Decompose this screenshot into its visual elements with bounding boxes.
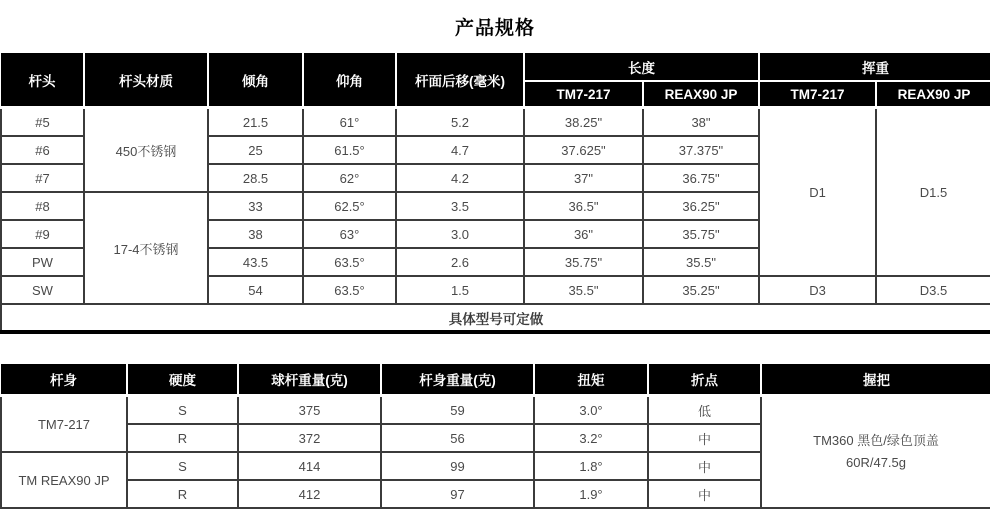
offset-cell: 5.2 bbox=[396, 108, 524, 137]
club-weight-cell: 375 bbox=[238, 396, 381, 425]
col-header-sw-reax: REAX90 JP bbox=[876, 81, 990, 108]
grip-size-text: 60R/47.5g bbox=[846, 455, 906, 470]
loft-cell: 33 bbox=[208, 192, 303, 220]
lie-cell: 61° bbox=[303, 108, 396, 137]
kick-point-cell: 中 bbox=[648, 424, 761, 452]
offset-cell: 3.5 bbox=[396, 192, 524, 220]
shaft-header-row bbox=[1, 364, 990, 396]
offset-cell: 2.6 bbox=[396, 248, 524, 276]
length-tm7-cell: 38.25" bbox=[524, 108, 643, 137]
length-tm7-cell: 37.625" bbox=[524, 136, 643, 164]
footer-note-row bbox=[1, 304, 990, 332]
torque-cell: 3.0° bbox=[534, 396, 648, 425]
length-tm7-cell: 36.5" bbox=[524, 192, 643, 220]
custom-order-note: 具体型号可定做 bbox=[1, 304, 990, 332]
lie-cell: 63.5° bbox=[303, 276, 396, 304]
length-reax-cell: 38" bbox=[643, 108, 759, 137]
length-tm7-cell: 35.75" bbox=[524, 248, 643, 276]
lie-cell: 63° bbox=[303, 220, 396, 248]
torque-cell: 1.9° bbox=[534, 480, 648, 508]
col-header-flex: 硬度 bbox=[127, 364, 238, 396]
col-header-club-head: 杆头 bbox=[1, 53, 84, 108]
flex-cell: S bbox=[127, 452, 238, 480]
material-cell-lower: 17-4不锈钢 bbox=[84, 192, 208, 304]
col-header-lie: 仰角 bbox=[303, 53, 396, 108]
torque-cell: 1.8° bbox=[534, 452, 648, 480]
loft-cell: 21.5 bbox=[208, 108, 303, 137]
flex-cell: S bbox=[127, 396, 238, 425]
col-header-length-tm7: TM7-217 bbox=[524, 81, 643, 108]
col-header-loft: 倾角 bbox=[208, 53, 303, 108]
swing-weight-reax-sw-cell: D3.5 bbox=[876, 276, 990, 304]
offset-cell: 3.0 bbox=[396, 220, 524, 248]
kick-point-cell: 中 bbox=[648, 452, 761, 480]
loft-cell: 43.5 bbox=[208, 248, 303, 276]
kick-point-cell: 低 bbox=[648, 396, 761, 425]
offset-cell: 1.5 bbox=[396, 276, 524, 304]
offset-cell: 4.7 bbox=[396, 136, 524, 164]
offset-cell: 4.2 bbox=[396, 164, 524, 192]
club-head-cell: #5 bbox=[1, 108, 84, 137]
grip-model-text: TM360 黑色/绿色顶盖 bbox=[813, 433, 939, 448]
length-reax-cell: 35.25" bbox=[643, 276, 759, 304]
club-head-cell: #7 bbox=[1, 164, 84, 192]
length-tm7-cell: 36" bbox=[524, 220, 643, 248]
club-weight-cell: 414 bbox=[238, 452, 381, 480]
lie-cell: 61.5° bbox=[303, 136, 396, 164]
col-header-club-weight: 球杆重量(克) bbox=[238, 364, 381, 396]
page-title: 产品规格 bbox=[454, 18, 535, 39]
material-cell-upper: 450不锈钢 bbox=[84, 108, 208, 193]
torque-cell: 3.2° bbox=[534, 424, 648, 452]
col-header-torque: 扭矩 bbox=[534, 364, 648, 396]
length-tm7-cell: 35.5" bbox=[524, 276, 643, 304]
table-spacer bbox=[0, 334, 990, 364]
col-group-swing-weight: 挥重 bbox=[759, 53, 990, 81]
shaft-weight-cell: 97 bbox=[381, 480, 534, 508]
swing-weight-reax-upper-cell: D1.5 bbox=[876, 108, 990, 277]
shaft-weight-cell: 56 bbox=[381, 424, 534, 452]
col-group-length: 长度 bbox=[524, 53, 759, 81]
lie-cell: 63.5° bbox=[303, 248, 396, 276]
loft-cell: 25 bbox=[208, 136, 303, 164]
kick-point-cell: 中 bbox=[648, 480, 761, 508]
length-reax-cell: 36.75" bbox=[643, 164, 759, 192]
col-header-kick-point: 折点 bbox=[648, 364, 761, 396]
col-header-length-reax: REAX90 JP bbox=[643, 81, 759, 108]
flex-cell: R bbox=[127, 480, 238, 508]
club-weight-cell: 372 bbox=[238, 424, 381, 452]
club-head-cell: #6 bbox=[1, 136, 84, 164]
table-row-5 bbox=[1, 108, 990, 137]
length-reax-cell: 36.25" bbox=[643, 192, 759, 220]
club-head-cell: #9 bbox=[1, 220, 84, 248]
col-header-sw-tm7: TM7-217 bbox=[759, 81, 876, 108]
col-header-material: 杆头材质 bbox=[84, 53, 208, 108]
club-head-cell: PW bbox=[1, 248, 84, 276]
length-tm7-cell: 37" bbox=[524, 164, 643, 192]
length-reax-cell: 35.5" bbox=[643, 248, 759, 276]
shaft-weight-cell: 59 bbox=[381, 396, 534, 425]
lie-cell: 62° bbox=[303, 164, 396, 192]
flex-cell: R bbox=[127, 424, 238, 452]
col-header-grip: 握把 bbox=[761, 364, 990, 396]
club-weight-cell: 412 bbox=[238, 480, 381, 508]
length-reax-cell: 37.375" bbox=[643, 136, 759, 164]
head-spec-table bbox=[0, 53, 990, 334]
lie-cell: 62.5° bbox=[303, 192, 396, 220]
shaft-row-tm7-s bbox=[1, 396, 990, 425]
loft-cell: 28.5 bbox=[208, 164, 303, 192]
shaft-spec-table bbox=[0, 364, 990, 509]
club-head-cell: #8 bbox=[1, 192, 84, 220]
shaft-name-cell-tm7: TM7-217 bbox=[1, 396, 127, 453]
swing-weight-tm7-upper-cell: D1 bbox=[759, 108, 876, 277]
grip-spec-cell bbox=[761, 396, 990, 509]
col-header-shaft: 杆身 bbox=[1, 364, 127, 396]
swing-weight-tm7-sw-cell: D3 bbox=[759, 276, 876, 304]
loft-cell: 54 bbox=[208, 276, 303, 304]
shaft-weight-cell: 99 bbox=[381, 452, 534, 480]
header-row-groups bbox=[1, 53, 990, 81]
length-reax-cell: 35.75" bbox=[643, 220, 759, 248]
col-header-shaft-weight: 杆身重量(克) bbox=[381, 364, 534, 396]
col-header-offset: 杆面后移(毫米) bbox=[396, 53, 524, 108]
club-head-cell: SW bbox=[1, 276, 84, 304]
loft-cell: 38 bbox=[208, 220, 303, 248]
shaft-name-cell-reax: TM REAX90 JP bbox=[1, 452, 127, 508]
